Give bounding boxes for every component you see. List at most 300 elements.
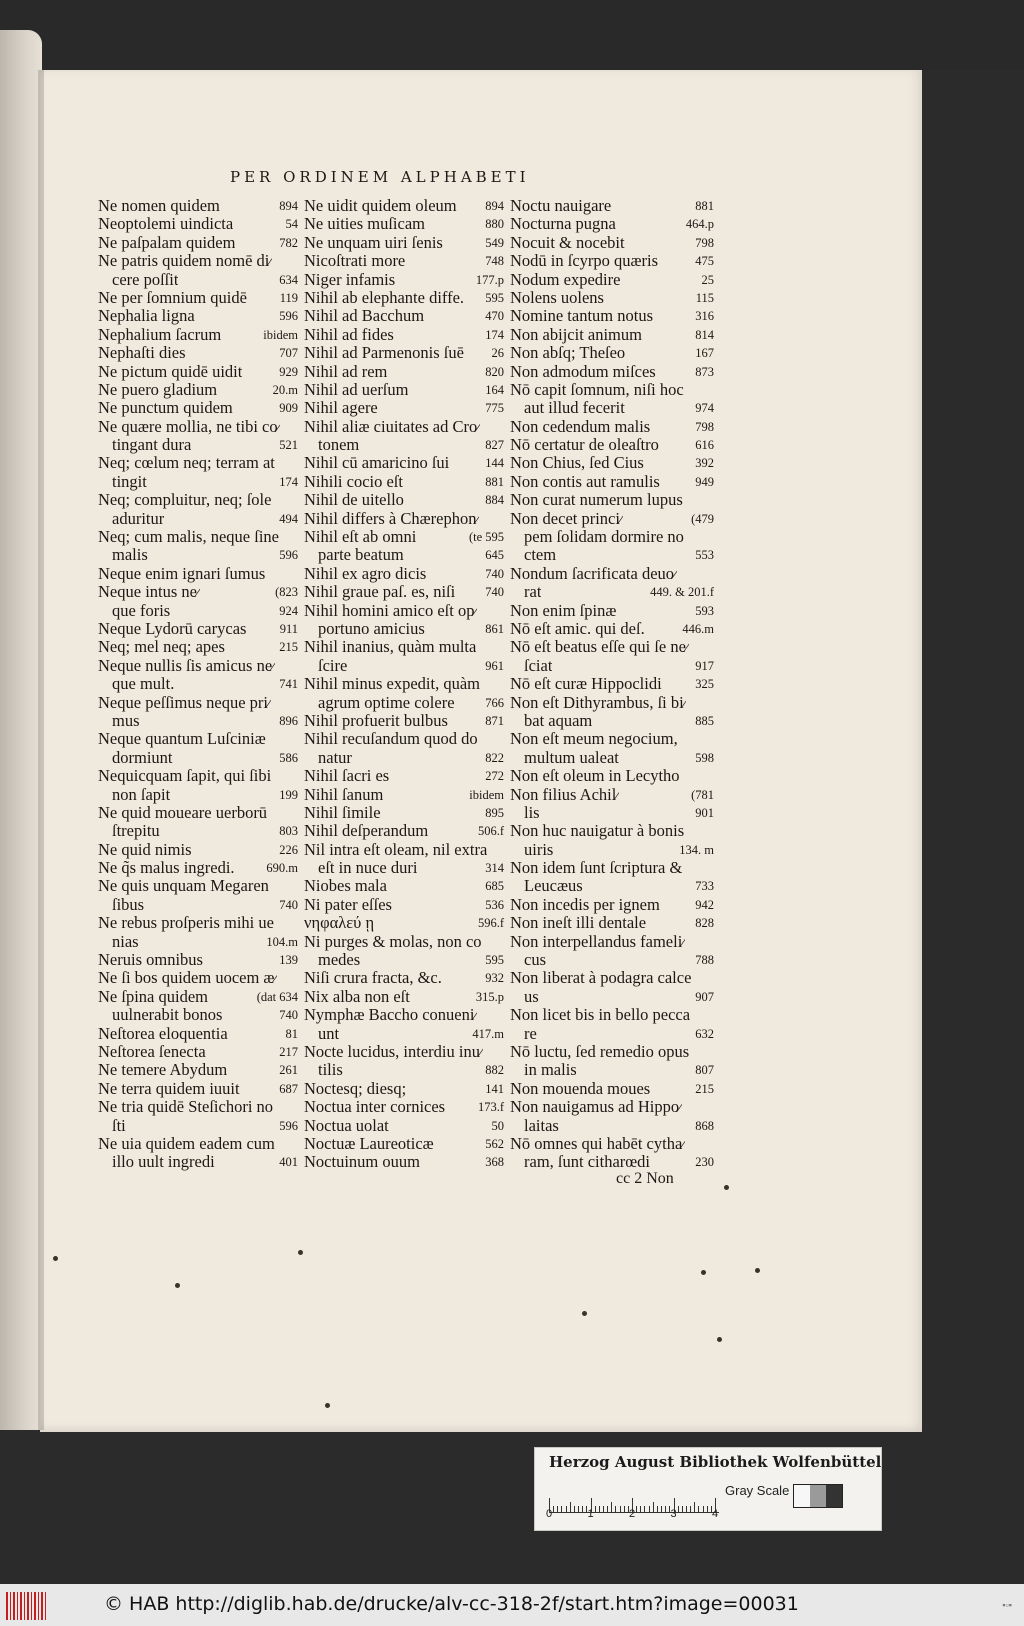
- entry-page-ref: [295, 1098, 298, 1116]
- entry-page-ref: [295, 657, 298, 675]
- entry-text: Ni pater eſſes: [304, 895, 392, 914]
- entry-page-ref: 873: [695, 364, 714, 379]
- entry-page-ref: 740: [279, 897, 298, 912]
- entry-text: ctem: [524, 546, 557, 565]
- entry-text: Non Chius, ſed Cius: [510, 454, 644, 473]
- index-entry: [510, 1006, 714, 1024]
- entry-text: Niſi crura fracta, &c.: [304, 969, 442, 988]
- entry-text: lis: [524, 803, 540, 822]
- entry-text: Noctuinum ouum: [304, 1153, 420, 1172]
- entry-text: Nymphæ Baccho conueni⁄: [304, 1006, 478, 1025]
- entry-text: Leucæus: [524, 877, 583, 896]
- entry-page-ref: 177.p: [475, 272, 504, 287]
- index-entry: [98, 859, 298, 877]
- ruler-tick: [640, 1506, 641, 1512]
- index-entry: [510, 234, 714, 252]
- ink-spot: [701, 1270, 706, 1275]
- ruler-tick: [657, 1506, 658, 1512]
- entry-page-ref: [501, 730, 504, 748]
- entry-page-ref: 50: [491, 1118, 504, 1133]
- index-entry: [510, 1061, 714, 1079]
- entry-text: multum ualeat: [524, 748, 619, 767]
- ruler-tick: [636, 1506, 637, 1512]
- index-entry: [98, 620, 298, 638]
- index-entry: [304, 694, 504, 712]
- index-entry: [98, 252, 298, 270]
- index-entry: [510, 418, 714, 436]
- entry-text: Ne paſpalam quidem: [98, 233, 236, 252]
- entry-text: Neq; cum malis, neque ſine: [98, 528, 279, 547]
- index-entry: [510, 822, 714, 840]
- index-entry: [304, 399, 504, 417]
- ruler-tick: [682, 1506, 683, 1512]
- entry-text: ſtrepitu: [112, 822, 160, 841]
- entry-text: Non liberat à podagra calce: [510, 969, 692, 988]
- entry-text: Non abſq; Theſeo: [510, 344, 626, 363]
- entry-text: Neſtorea ſenecta: [98, 1042, 206, 1061]
- index-entry: [510, 675, 714, 693]
- entry-page-ref: ibidem: [469, 787, 504, 802]
- entry-page-ref: 884: [485, 493, 504, 508]
- entry-page-ref: [711, 859, 714, 877]
- index-entry: [98, 1043, 298, 1061]
- index-entry: [304, 528, 504, 546]
- ruler-tick: [649, 1506, 650, 1512]
- entry-page-ref: 911: [279, 621, 298, 636]
- entry-text: Nihil ſanum: [304, 785, 384, 804]
- entry-text: Noctua inter cornices: [304, 1098, 446, 1117]
- entry-text: Neque Lydorū carycas: [98, 619, 247, 638]
- entry-page-ref: 470: [485, 309, 504, 324]
- entry-text: que foris: [112, 601, 171, 620]
- ruler-tick: [578, 1506, 579, 1512]
- index-entry: [304, 363, 504, 381]
- entry-text: ſciat: [524, 656, 553, 675]
- ruler-tick: [690, 1506, 691, 1512]
- index-entry: [304, 730, 504, 748]
- ink-spot: [325, 1403, 330, 1408]
- entry-text: natur: [318, 748, 352, 767]
- entry-text: Noctuæ Laureoticæ: [304, 1134, 434, 1153]
- index-column-2: [304, 197, 504, 1172]
- entry-text: Neoptolemi uindicta: [98, 215, 234, 234]
- index-entry: [304, 859, 504, 877]
- entry-text: Nihil ab elephante diffe.: [304, 288, 465, 307]
- index-entry: [510, 620, 714, 638]
- entry-page-ref: 687: [279, 1081, 298, 1096]
- entry-text: Ne punctum quidem: [98, 399, 233, 418]
- index-entry: [304, 473, 504, 491]
- entry-page-ref: 827: [485, 438, 504, 453]
- gutter-shadow: [38, 70, 44, 1430]
- entry-text: Nihil ex agro dicis: [304, 564, 427, 583]
- entry-page-ref: 961: [485, 658, 504, 673]
- index-entry: [98, 197, 298, 215]
- index-entry: [304, 749, 504, 767]
- index-entry: [304, 381, 504, 399]
- entry-text: Ne pictum quidē uidit: [98, 362, 243, 381]
- ruler-tick: [661, 1506, 662, 1512]
- index-entry: [98, 969, 298, 987]
- index-entry: [510, 289, 714, 307]
- index-entry: [510, 951, 714, 969]
- entry-page-ref: 909: [279, 401, 298, 416]
- entry-page-ref: 119: [279, 290, 298, 305]
- index-entry: [510, 436, 714, 454]
- entry-text: Nihil recuſandum quod do: [304, 730, 478, 749]
- entry-text: Nondum ſacrificata deuo⁄: [510, 564, 677, 583]
- index-entry: [510, 859, 714, 877]
- entry-text: laitas: [524, 1116, 559, 1135]
- index-entry: [304, 565, 504, 583]
- entry-text: Non eſt meum negocium,: [510, 730, 678, 749]
- entry-page-ref: 139: [279, 953, 298, 968]
- index-entry: [98, 1006, 298, 1024]
- entry-page-ref: 506.f: [477, 824, 504, 839]
- ruler-tick: [624, 1506, 625, 1512]
- ruler-tick: [620, 1506, 621, 1512]
- ruler-number: 2: [629, 1508, 636, 1520]
- entry-page-ref: 562: [485, 1136, 504, 1151]
- entry-page-ref: 104.m: [266, 934, 298, 949]
- index-entry: [98, 546, 298, 564]
- index-entry: [98, 1153, 298, 1171]
- entry-page-ref: 949: [695, 474, 714, 489]
- index-entry: [98, 657, 298, 675]
- index-entry: [304, 436, 504, 454]
- entry-text: Neque intus ne⁄: [98, 583, 200, 602]
- entry-text: Nō omnes qui habēt cytha⁄: [510, 1134, 686, 1153]
- index-column-1: [98, 197, 298, 1172]
- entry-text: Nō eſt curæ Hippoclidi: [510, 675, 662, 694]
- entry-page-ref: 690.m: [266, 861, 298, 876]
- ruler-tick: [599, 1506, 600, 1512]
- entry-text: Nihil homini amico eſt op⁄: [304, 601, 478, 620]
- index-entry: [510, 473, 714, 491]
- entry-page-ref: 685: [485, 879, 504, 894]
- entry-text: Nihil ad uerſum: [304, 380, 409, 399]
- ruler-tick: [607, 1506, 608, 1512]
- entry-page-ref: 464.p: [685, 217, 714, 232]
- index-entry: [304, 1135, 504, 1153]
- entry-page-ref: 401: [279, 1155, 298, 1170]
- index-entry: [510, 896, 714, 914]
- index-entry: [98, 1025, 298, 1043]
- entry-page-ref: 880: [485, 217, 504, 232]
- entry-text: Nomine tantum notus: [510, 307, 653, 326]
- index-entry: [304, 215, 504, 233]
- entry-text: bat aquam: [524, 711, 593, 730]
- entry-text: Nihil inanius, quàm multa: [304, 638, 477, 657]
- index-column-3: [510, 197, 714, 1172]
- index-entry: [510, 749, 714, 767]
- entry-text: Niobes mala: [304, 877, 387, 896]
- entry-text: Non huc nauigatur à bonis: [510, 822, 685, 841]
- entry-page-ref: [711, 565, 714, 583]
- index-entry: [304, 252, 504, 270]
- entry-page-ref: 314: [485, 861, 504, 876]
- index-entry: [98, 712, 298, 730]
- entry-page-ref: 134. m: [679, 842, 714, 857]
- entry-text: Ne uidit quidem oleum: [304, 197, 457, 215]
- entry-page-ref: 596: [279, 548, 298, 563]
- entry-text: Nihil deſperandum: [304, 822, 429, 841]
- entry-text: Ne uities muſicam: [304, 215, 425, 234]
- entry-page-ref: 814: [695, 327, 714, 342]
- index-entry: [304, 969, 504, 987]
- entry-page-ref: 164: [485, 382, 504, 397]
- ruler-tick: [686, 1506, 687, 1512]
- entry-page-ref: (823: [275, 585, 298, 600]
- entry-page-ref: 775: [485, 401, 504, 416]
- index-entry: [304, 896, 504, 914]
- entry-text: illo uult ingredi: [112, 1153, 215, 1172]
- entry-page-ref: 553: [695, 548, 714, 563]
- index-entry: [510, 528, 714, 546]
- index-entry: [304, 988, 504, 1006]
- copyright-url[interactable]: © HAB http://diglib.hab.de/drucke/alv-cc-318-2f/start.htm?image=00031: [104, 1593, 799, 1615]
- entry-text: Nihil ad fides: [304, 325, 394, 344]
- entry-text: non ſapit: [112, 785, 171, 804]
- entry-page-ref: [711, 638, 714, 656]
- index-entry: [98, 234, 298, 252]
- ruler-tick: [644, 1506, 645, 1512]
- entry-text: Nequicquam ſapit, qui ſibi: [98, 767, 272, 786]
- entry-text: aduritur: [112, 509, 165, 528]
- entry-text: Nihil ad Parmenonis ſuē: [304, 344, 464, 363]
- entry-page-ref: 115: [695, 290, 714, 305]
- entry-page-ref: [295, 969, 298, 987]
- entry-page-ref: [501, 602, 504, 620]
- entry-page-ref: [295, 767, 298, 785]
- index-entry: [510, 363, 714, 381]
- ruler-tick: [595, 1506, 596, 1512]
- entry-text: Nō luctu, ſed remedio opus: [510, 1042, 690, 1061]
- index-entry: [98, 344, 298, 362]
- entry-text: cere poſſit: [112, 270, 179, 289]
- entry-text: rat: [524, 583, 542, 602]
- ruler-tick: [570, 1502, 571, 1512]
- running-head: PER ORDINEM ALPHABETI: [230, 168, 530, 186]
- entry-page-ref: (te 595: [468, 530, 504, 545]
- entry-page-ref: 917: [695, 658, 714, 673]
- ruler-tick: [703, 1506, 704, 1512]
- entry-text: Non abijcit animum: [510, 325, 642, 344]
- entry-page-ref: 820: [485, 364, 504, 379]
- entry-text: in malis: [524, 1061, 577, 1080]
- entry-page-ref: [501, 510, 504, 528]
- entry-page-ref: 740: [485, 566, 504, 581]
- entry-text: Non filius Achil⁄: [510, 785, 620, 804]
- entry-text: re: [524, 1024, 537, 1043]
- entry-text: us: [524, 987, 539, 1006]
- ruler-tick: [574, 1506, 575, 1512]
- index-entry: [98, 749, 298, 767]
- entry-text: agrum optime colere: [318, 693, 455, 712]
- entry-text: Nocturna pugna: [510, 215, 616, 234]
- entry-text: malis: [112, 546, 148, 565]
- entry-text: medes: [318, 951, 361, 970]
- entry-text: que mult.: [112, 675, 175, 694]
- entry-page-ref: 828: [695, 916, 714, 931]
- entry-page-ref: 595: [485, 953, 504, 968]
- entry-page-ref: 881: [485, 474, 504, 489]
- index-entry: [510, 252, 714, 270]
- entry-page-ref: [295, 491, 298, 509]
- entry-page-ref: 924: [279, 603, 298, 618]
- entry-text: mus: [112, 711, 140, 730]
- entry-page-ref: 807: [695, 1063, 714, 1078]
- entry-text: Nihil ad Bacchum: [304, 307, 425, 326]
- entry-text: Nephalia ligna: [98, 307, 195, 326]
- entry-page-ref: 901: [695, 805, 714, 820]
- entry-page-ref: 261: [279, 1063, 298, 1078]
- entry-text: Nihil graue paſ. es, niſi: [304, 583, 456, 602]
- entry-page-ref: [295, 565, 298, 583]
- entry-text: Nihil profuerit bulbus: [304, 711, 448, 730]
- entry-page-ref: [711, 730, 714, 748]
- entry-page-ref: 882: [485, 1063, 504, 1078]
- entry-page-ref: 885: [695, 713, 714, 728]
- index-entry: [304, 638, 504, 656]
- entry-text: Ne terra quidem iuuit: [98, 1079, 240, 1098]
- entry-text: Nō capit ſomnum, niſi hoc: [510, 380, 684, 399]
- entry-text: Nō eſt amic. qui deſ.: [510, 619, 645, 638]
- index-entry: [98, 399, 298, 417]
- entry-text: Ni purges & molas, non co: [304, 932, 482, 951]
- index-entry: [510, 969, 714, 987]
- entry-text: nias: [112, 932, 139, 951]
- ruler-tick: [615, 1506, 616, 1512]
- entry-page-ref: [295, 454, 298, 472]
- entry-page-ref: 895: [485, 805, 504, 820]
- index-entry: [304, 914, 504, 932]
- index-entry: [304, 1098, 504, 1116]
- index-entry: [510, 877, 714, 895]
- entry-page-ref: 174: [279, 474, 298, 489]
- index-entry: [304, 583, 504, 601]
- entry-text: Non ineſt illi dentale: [510, 914, 647, 933]
- ink-spot: [298, 1250, 303, 1255]
- entry-page-ref: 586: [279, 750, 298, 765]
- ruler-number: 4: [712, 1508, 719, 1520]
- index-entry: [304, 877, 504, 895]
- index-entry: [98, 307, 298, 325]
- entry-page-ref: 144: [485, 456, 504, 471]
- entry-page-ref: 733: [695, 879, 714, 894]
- entry-text: Nil intra eſt oleam, nil extra: [304, 840, 488, 859]
- entry-page-ref: 593: [695, 603, 714, 618]
- index-entry: [304, 620, 504, 638]
- index-entry: [98, 215, 298, 233]
- entry-text: Non decet princi⁄: [510, 509, 623, 528]
- entry-page-ref: 707: [279, 346, 298, 361]
- entry-page-ref: [711, 1135, 714, 1153]
- entry-page-ref: 449. & 201.f: [650, 585, 714, 600]
- index-entry: [510, 546, 714, 564]
- index-entry: [98, 1135, 298, 1153]
- index-entry: [304, 675, 504, 693]
- index-entry: [98, 510, 298, 528]
- entry-text: Nihil differs à Chærephon⁄: [304, 509, 480, 528]
- entry-text: Ne tria quidē Steſichori no: [98, 1098, 274, 1117]
- entry-text: Noctu nauigare: [510, 197, 612, 215]
- entry-page-ref: 521: [279, 438, 298, 453]
- entry-page-ref: [295, 252, 298, 270]
- index-entry: [304, 1043, 504, 1061]
- index-entry: [98, 1098, 298, 1116]
- entry-text: Nihili cocio eſt: [304, 472, 403, 491]
- index-entry: [304, 510, 504, 528]
- entry-text: portuno amicius: [318, 619, 425, 638]
- entry-text: tilis: [318, 1061, 343, 1080]
- entry-page-ref: [501, 841, 504, 859]
- entry-page-ref: 417.m: [472, 1026, 504, 1041]
- index-entry: [510, 988, 714, 1006]
- index-entry: [510, 271, 714, 289]
- entry-page-ref: (dat 634: [256, 989, 298, 1004]
- entry-text: Non admodum miſces: [510, 362, 656, 381]
- ruler-tick: [611, 1502, 612, 1512]
- entry-page-ref: 894: [485, 199, 504, 213]
- entry-page-ref: 907: [695, 989, 714, 1004]
- entry-text: Nolens uolens: [510, 288, 604, 307]
- index-entry: [98, 988, 298, 1006]
- index-entry: [98, 1080, 298, 1098]
- ruler-tick: [678, 1506, 679, 1512]
- index-entry: [98, 804, 298, 822]
- entry-text: Non nauigamus ad Hippo⁄: [510, 1098, 682, 1117]
- entry-page-ref: 20.m: [272, 382, 298, 397]
- entry-page-ref: 894: [279, 199, 298, 213]
- entry-page-ref: 741: [279, 677, 298, 692]
- entry-text: Ne temere Abydum: [98, 1061, 228, 1080]
- entry-text: Ne patris quidem nomē di⁄: [98, 252, 273, 271]
- index-entry: [98, 363, 298, 381]
- index-entry: [304, 546, 504, 564]
- entry-page-ref: 634: [279, 272, 298, 287]
- index-entry: [304, 1117, 504, 1135]
- entry-page-ref: 803: [279, 824, 298, 839]
- entry-page-ref: 174: [485, 327, 504, 342]
- entry-page-ref: 740: [485, 585, 504, 600]
- entry-page-ref: 871: [485, 713, 504, 728]
- index-entry: [98, 730, 298, 748]
- index-entry: [510, 914, 714, 932]
- index-entry: [98, 638, 298, 656]
- index-entry: [304, 657, 504, 675]
- entry-page-ref: [295, 730, 298, 748]
- index-entry: [510, 804, 714, 822]
- entry-text: Ne q̃s malus ingredi.: [98, 859, 235, 878]
- ruler-tick: [603, 1506, 604, 1512]
- entry-page-ref: 974: [695, 401, 714, 416]
- index-entry: [304, 1006, 504, 1024]
- entry-text: Ne quid moueare uerborū: [98, 803, 268, 822]
- entry-text: Neſtorea eloquentia: [98, 1024, 228, 1043]
- catchword: cc 2 Non: [616, 1170, 674, 1187]
- entry-page-ref: 782: [279, 235, 298, 250]
- index-entry: [510, 638, 714, 656]
- entry-text: Ne per ſomnium quidē: [98, 288, 247, 307]
- index-entry: [304, 326, 504, 344]
- entry-page-ref: 932: [485, 971, 504, 986]
- entry-page-ref: [711, 933, 714, 951]
- entry-text: unt: [318, 1024, 340, 1043]
- index-entry: [510, 583, 714, 601]
- index-entry: [510, 1080, 714, 1098]
- index-entry: [304, 1025, 504, 1043]
